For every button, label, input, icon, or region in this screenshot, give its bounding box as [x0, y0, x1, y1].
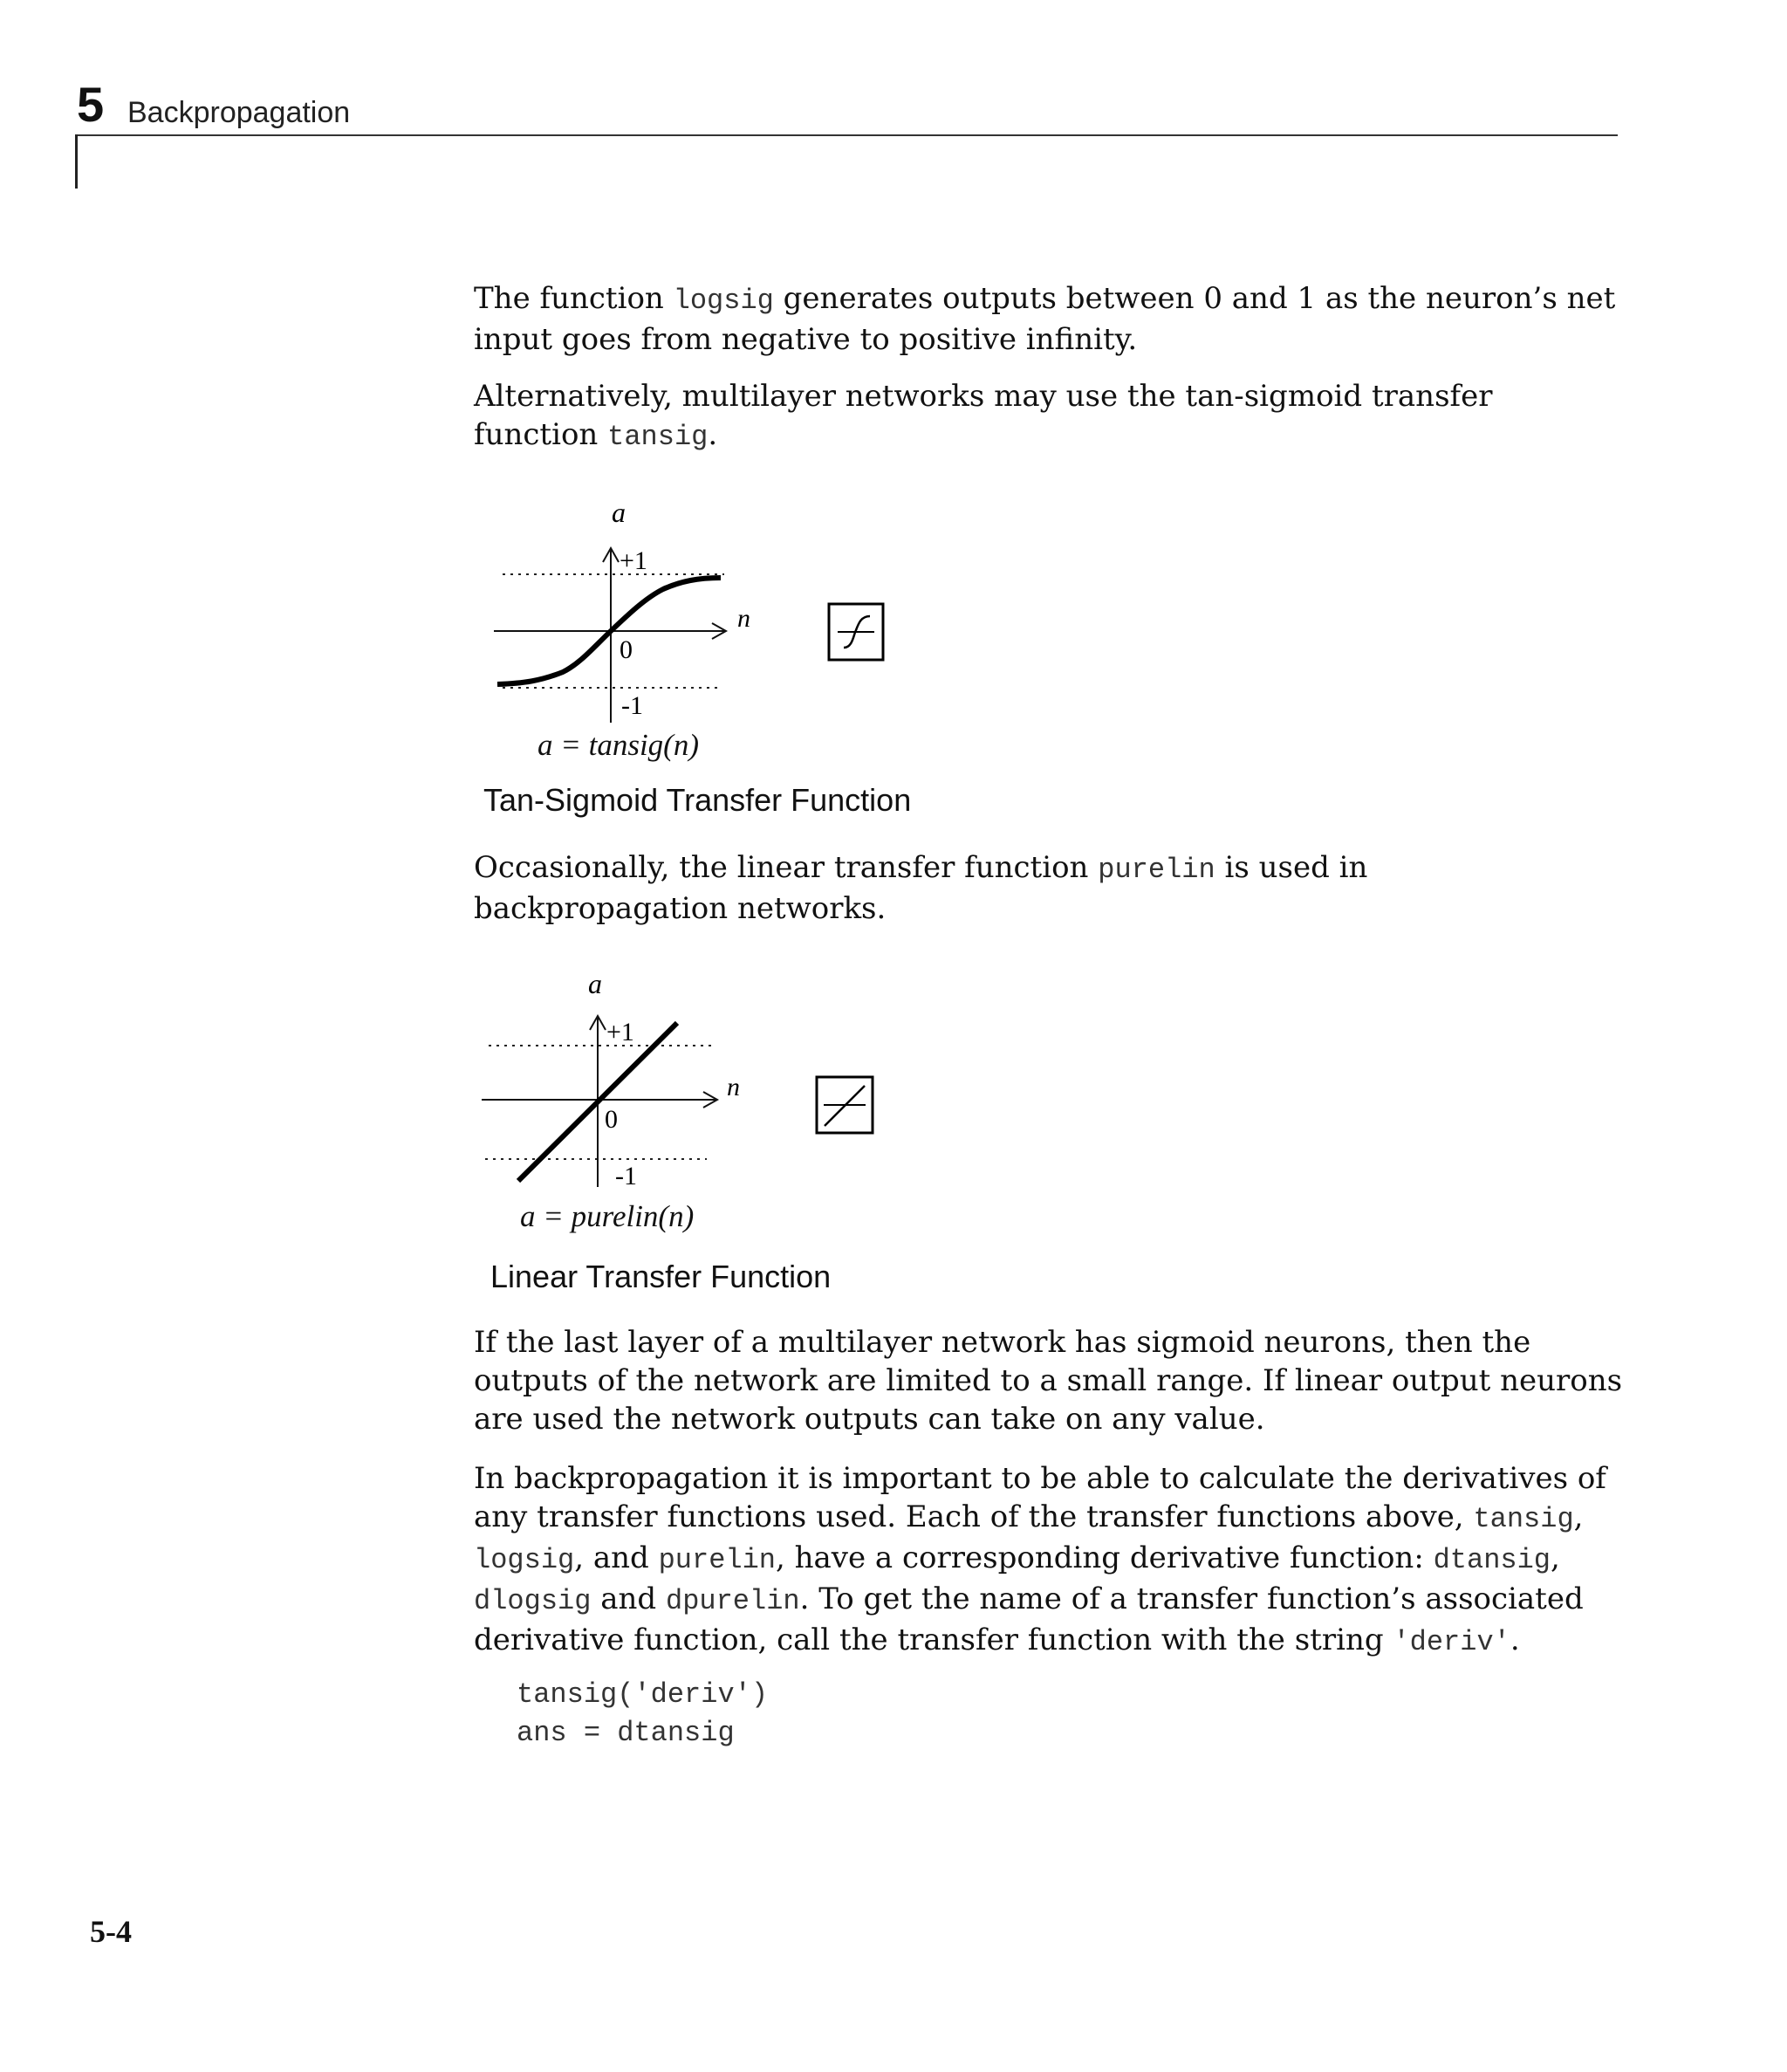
text: Occasionally, the linear transfer function: [474, 850, 1099, 885]
text: , have a corresponding derivative function:: [776, 1540, 1434, 1575]
chapter-number: 5: [77, 77, 105, 132]
code-dtansig: dtansig: [1433, 1544, 1551, 1576]
text: is used in backpropagation networks.: [474, 850, 1368, 926]
code-logsig: logsig: [474, 1544, 575, 1576]
code-deriv-string: 'deriv': [1393, 1626, 1510, 1658]
text: generates outputs between 0 and 1 as the neuron’s net input goes from negative to positive infinity.: [474, 281, 1616, 357]
paragraph-output-range: If the last layer of a multilayer network has sigmoid neurons, then the outputs of the network are limited to a small range. If linear output neurons are used the network outputs can take on any value.: [474, 1325, 1623, 1437]
purelin-figure: [471, 969, 925, 1248]
text: and: [591, 1581, 666, 1616]
tick-zero: 0: [605, 1105, 618, 1134]
purelin-symbol-icon: [817, 1077, 873, 1133]
text: , and: [574, 1540, 659, 1575]
code-tansig: tansig: [607, 421, 709, 453]
x-axis-label: n: [727, 1073, 740, 1101]
paragraph-derivatives: [474, 1459, 1626, 1662]
page-number: 5-4: [90, 1914, 132, 1949]
text: In backpropagation it is important to be able to calculate the derivatives of any transfer functions used. Each of the transfer functions above,: [474, 1461, 1606, 1534]
code-block: [517, 1676, 768, 1753]
text: The function: [474, 281, 674, 316]
tansig-equation: a = tansig(n): [537, 728, 699, 762]
tansig-figure: [471, 497, 925, 777]
code-tansig: tansig: [1473, 1503, 1574, 1535]
tick-minus-one: -1: [621, 691, 643, 720]
y-axis-label: a: [612, 497, 626, 528]
code-line: ans = dtansig: [517, 1717, 735, 1749]
code-dpurelin: dpurelin: [665, 1585, 800, 1617]
tansig-symbol-icon: [829, 604, 883, 660]
text: ,: [1573, 1499, 1584, 1534]
header-margin-bar: [75, 134, 78, 189]
text: .: [708, 417, 718, 452]
code-purelin: purelin: [658, 1544, 776, 1576]
tick-plus-one: +1: [620, 546, 647, 575]
text: Alternatively, multilayer networks may use the tan-sigmoid transfer function: [474, 379, 1493, 452]
code-purelin: purelin: [1098, 854, 1215, 886]
tansig-caption: Tan-Sigmoid Transfer Function: [483, 782, 912, 818]
paragraph-purelin: [474, 848, 1626, 928]
chapter-title: Backpropagation: [127, 96, 351, 129]
x-axis-label: n: [737, 604, 750, 633]
purelin-equation: a = purelin(n): [520, 1199, 695, 1233]
text: ,: [1551, 1540, 1560, 1575]
header-rule: [75, 134, 1618, 136]
y-axis-label: a: [588, 969, 602, 999]
paragraph-tansig: [474, 377, 1626, 456]
tick-minus-one: -1: [615, 1162, 637, 1190]
code-dlogsig: dlogsig: [474, 1585, 592, 1617]
tick-plus-one: +1: [606, 1018, 634, 1046]
code-line: tansig('deriv'): [517, 1678, 769, 1711]
text: .: [1510, 1623, 1520, 1657]
tick-zero: 0: [620, 635, 633, 664]
purelin-caption: Linear Transfer Function: [490, 1259, 832, 1294]
code-logsig: logsig: [673, 285, 774, 317]
text: . To get the name of a transfer function’s associated derivative function, call the transfer function with the string: [474, 1581, 1584, 1657]
paragraph-logsig: [474, 279, 1626, 359]
